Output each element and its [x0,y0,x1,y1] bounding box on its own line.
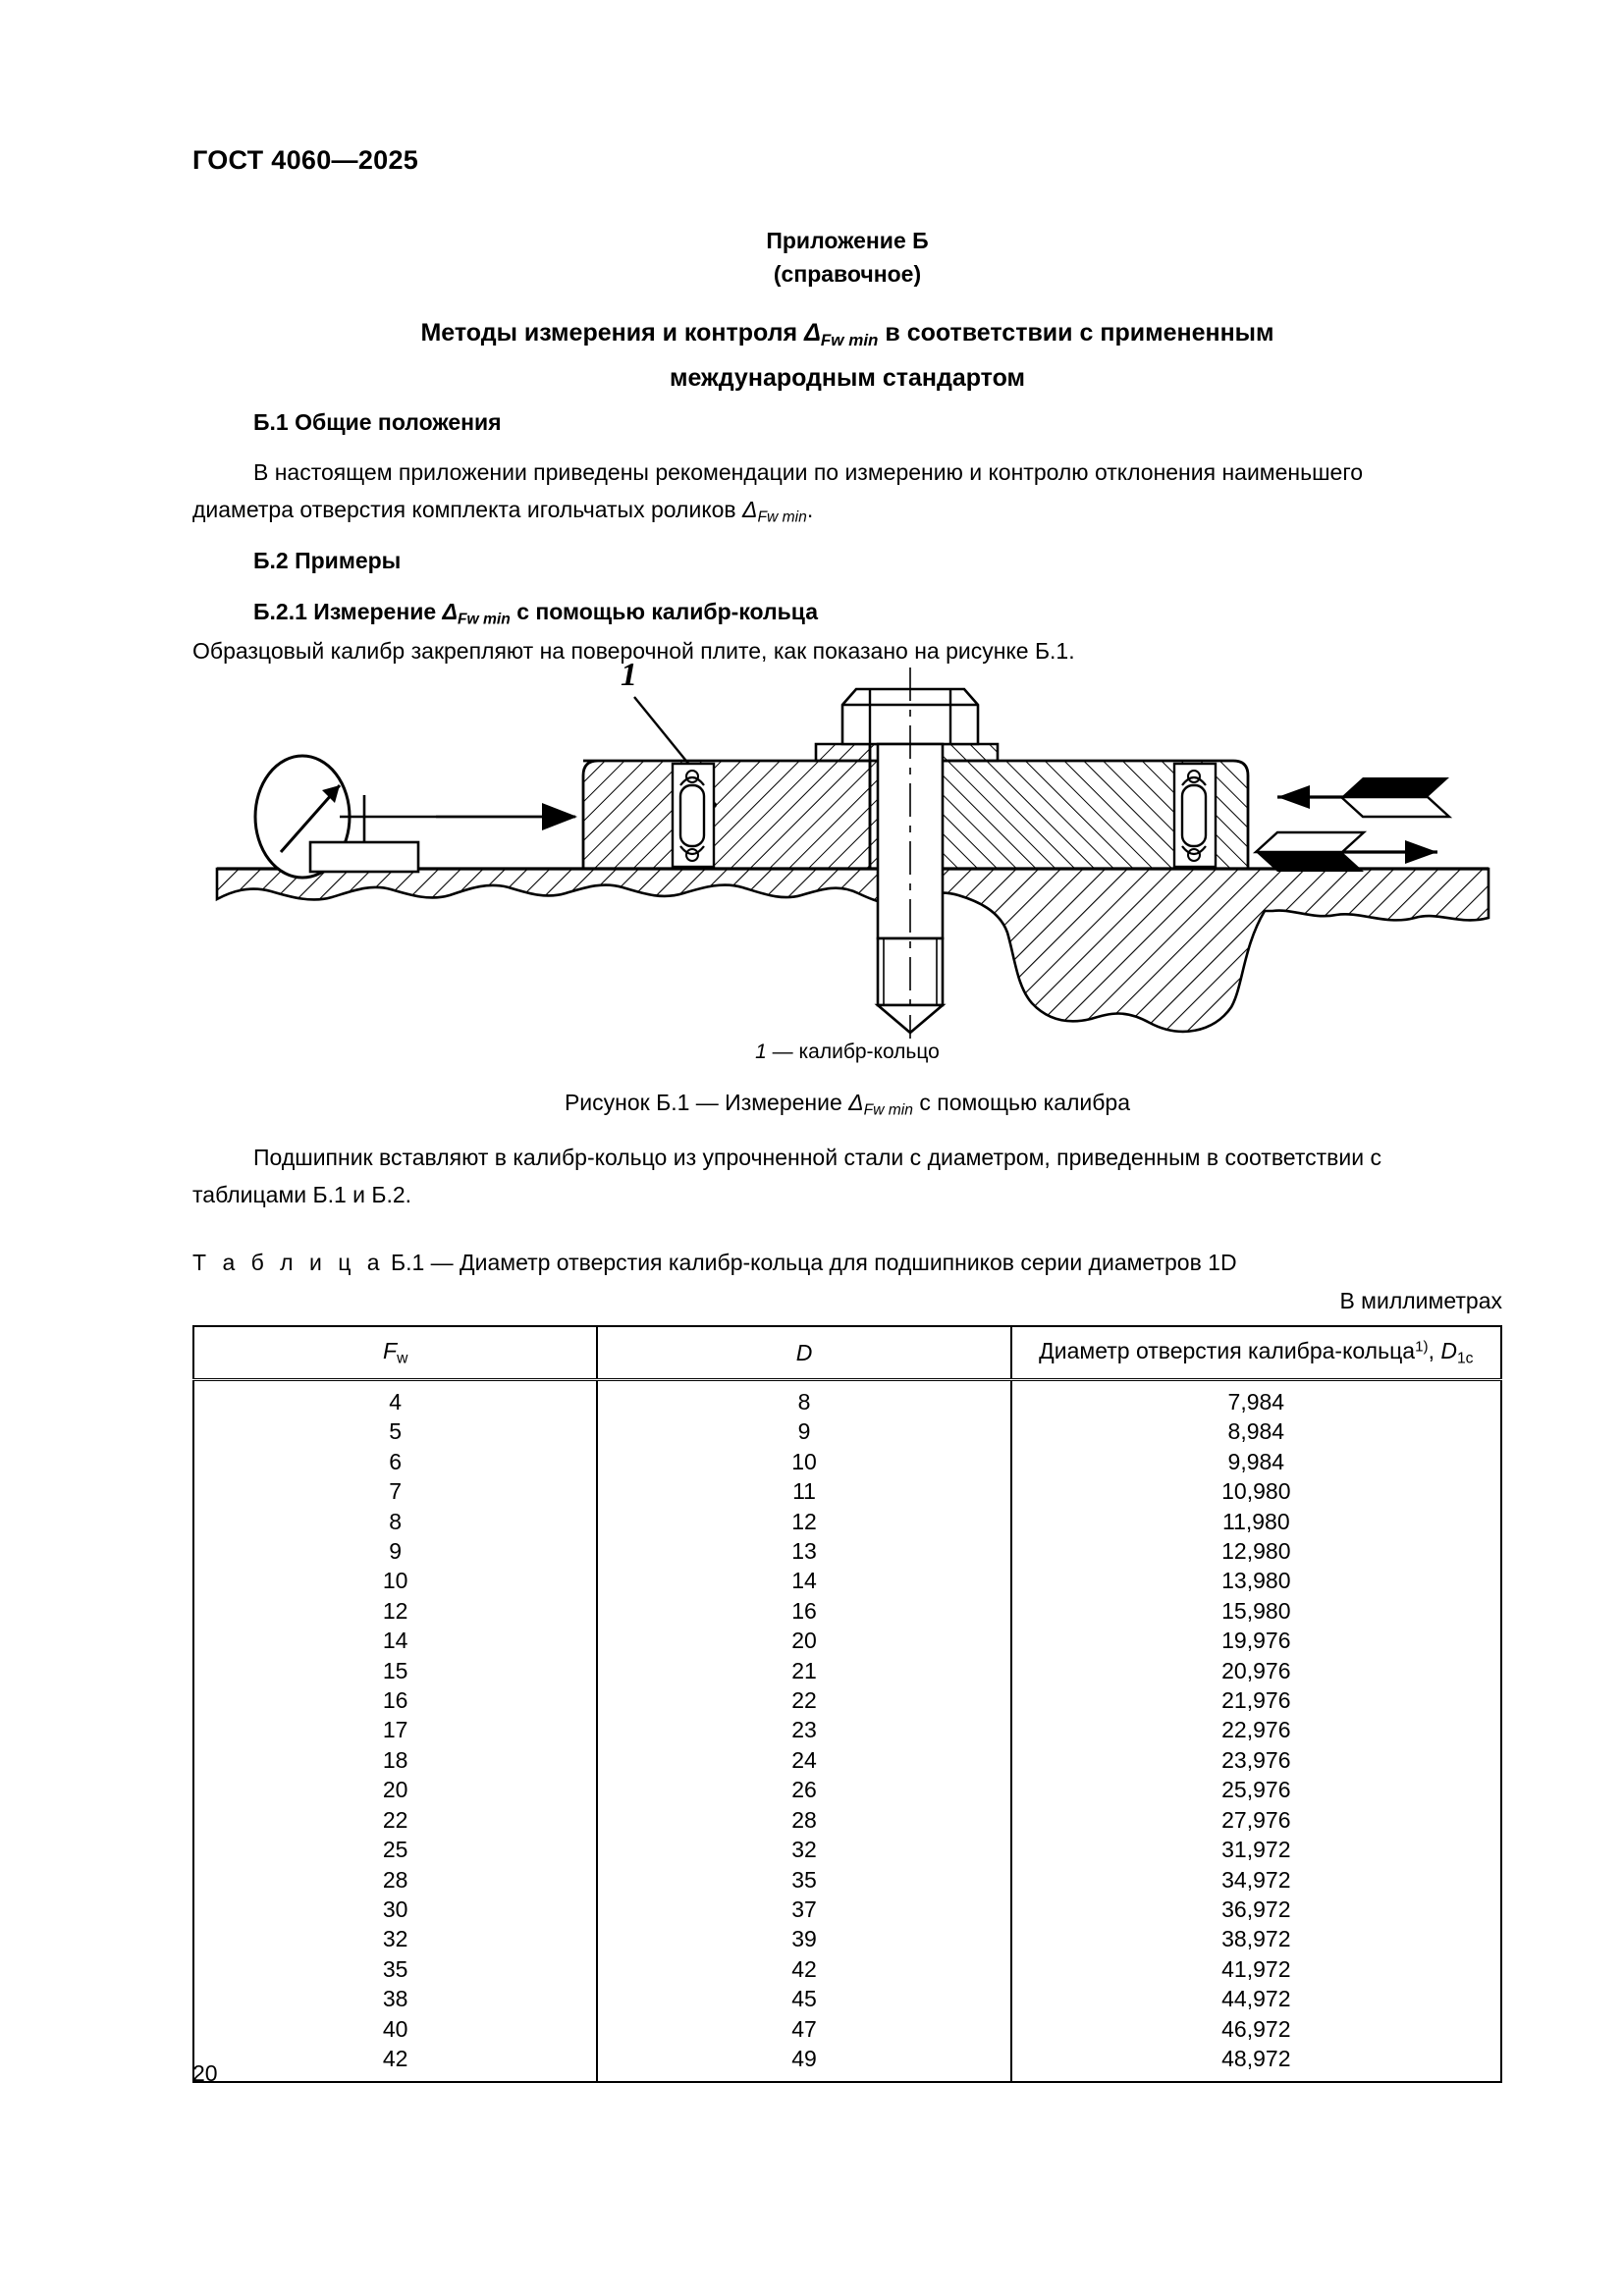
cell-fw: 10 [193,1566,597,1595]
cell-bore-diameter: 11,980 [1011,1507,1501,1536]
cell-d: 39 [597,1924,1010,1953]
delta-symbol: Δ [848,1090,864,1115]
needle-roller-left [673,764,714,867]
cell-d: 12 [597,1507,1010,1536]
bore-diameter-label: Диаметр отверстия калибра-кольца [1039,1337,1416,1363]
cell-fw: 14 [193,1626,597,1655]
table-b1-title [192,1250,1237,1276]
table-b1 [192,1325,1502,2083]
cell-bore-diameter: 25,976 [1011,1775,1501,1804]
cell-d: 42 [597,1954,1010,1984]
delta-symbol: Δ [442,599,458,624]
cell-bore-diameter: 20,976 [1011,1656,1501,1685]
table-label: Т а б л и ц а [192,1250,385,1275]
b1-paragraph-line-2: диаметра отверстия комплекта игольчатых роликов [192,497,743,522]
after-figure-line-2: таблицами Б.1 и Б.2. [192,1182,412,1207]
gauge-ring-measurement-drawing [192,648,1502,1041]
table-row [193,1507,1501,1536]
dial-indicator [255,756,577,878]
cell-bore-diameter: 48,972 [1011,2044,1501,2082]
cell-fw: 18 [193,1745,597,1775]
cell-bore-diameter: 13,980 [1011,1566,1501,1595]
cell-fw: 7 [193,1476,597,1506]
cell-d: 23 [597,1715,1010,1744]
fw-subscript: w [397,1350,408,1367]
table-row [193,1835,1501,1864]
cell-d: 47 [597,2014,1010,2044]
section-b21-paragraph: Образцовый калибр закрепляют на поверочной плите, как показано на рисунке Б.1. [192,638,1075,664]
section-b2-heading: Б.2 Примеры [253,548,402,573]
cell-d: 21 [597,1656,1010,1685]
cell-d: 22 [597,1685,1010,1715]
table-row [193,1715,1501,1744]
table-header-row [193,1326,1501,1380]
delta-subscript: Fw min [820,330,879,349]
table-row [193,1984,1501,2013]
cell-fw: 9 [193,1536,597,1566]
cell-d: 8 [597,1380,1010,1417]
cell-bore-diameter: 9,984 [1011,1447,1501,1476]
table-row [193,1685,1501,1715]
cell-fw: 16 [193,1685,597,1715]
cell-bore-diameter: 38,972 [1011,1924,1501,1953]
header-comma: , [1428,1337,1441,1363]
cell-d: 9 [597,1416,1010,1446]
cell-d: 28 [597,1805,1010,1835]
delta-subscript: Fw min [757,508,807,526]
footnote-marker: 1) [1415,1338,1429,1356]
cell-fw: 22 [193,1805,597,1835]
cell-bore-diameter: 23,976 [1011,1745,1501,1775]
cell-fw: 40 [193,2014,597,2044]
cell-d: 49 [597,2044,1010,2082]
figure-b1 [192,648,1502,1041]
cell-bore-diameter: 44,972 [1011,1984,1501,2013]
cell-bore-diameter: 41,972 [1011,1954,1501,1984]
annex-title-line-2: международным стандартом [669,363,1026,392]
column-header-bore-diameter [1011,1326,1501,1380]
legend-item-number: 1 [755,1041,767,1063]
annex-title: Приложение Б [766,228,929,253]
caption-part-1: Рисунок Б.1 — Измерение [564,1090,849,1115]
cell-fw: 20 [193,1775,597,1804]
delta-symbol: Δ [742,497,758,522]
cell-bore-diameter: 27,976 [1011,1805,1501,1835]
cell-fw: 8 [193,1507,597,1536]
cell-d: 26 [597,1775,1010,1804]
table-row [193,1380,1501,1417]
cell-d: 32 [597,1835,1010,1864]
cell-fw: 28 [193,1865,597,1895]
cell-d: 13 [597,1536,1010,1566]
table-row [193,1865,1501,1895]
cell-bore-diameter: 21,976 [1011,1685,1501,1715]
page-content [192,0,1502,2296]
cell-bore-diameter: 19,976 [1011,1626,1501,1655]
legend-item-text: калибр-кольцо [798,1041,940,1063]
cell-fw: 15 [193,1656,597,1685]
cell-bore-diameter: 36,972 [1011,1895,1501,1924]
cell-bore-diameter: 8,984 [1011,1416,1501,1446]
cell-fw: 12 [193,1596,597,1626]
b1-paragraph-line-1: В настоящем приложении приведены рекомендации по измерению и контролю отклонения наименьшего [253,459,1363,485]
fw-symbol: F [383,1337,398,1363]
d1c-subscript: 1c [1456,1350,1474,1367]
b21-heading-part-2: с помощью калибр-кольца [510,599,818,624]
table-row [193,1416,1501,1446]
table-units-note: В миллиметрах [1339,1288,1502,1313]
cell-bore-diameter: 10,980 [1011,1476,1501,1506]
page-number: 20 [192,2060,218,2086]
annex-main-title [232,314,1463,397]
table-row [193,1536,1501,1566]
table-row [193,1626,1501,1655]
cell-fw: 38 [193,1984,597,2013]
cell-fw: 4 [193,1380,597,1417]
table-row [193,1476,1501,1506]
caption-part-2: с помощью калибра [912,1090,1131,1115]
document-header: ГОСТ 4060—2025 [192,145,419,175]
table-row [193,1566,1501,1595]
annex-title-part-2: в соответствии с примененным [878,319,1274,347]
annex-subtitle: (справочное) [773,261,922,287]
table-row [193,2044,1501,2082]
after-figure-paragraph [192,1139,1502,1213]
section-b1-heading: Б.1 Общие положения [253,409,502,435]
cell-bore-diameter: 22,976 [1011,1715,1501,1744]
d-symbol: D [795,1339,813,1365]
cell-d: 37 [597,1895,1010,1924]
table-row [193,1596,1501,1626]
annex-title-part-1: Методы измерения и контроля [420,319,805,347]
cell-bore-diameter: 31,972 [1011,1835,1501,1864]
table-row [193,1745,1501,1775]
section-b1-paragraph [192,454,1502,536]
table-label-rest: Б.1 — Диаметр отверстия калибр-кольца для подшипников серии диаметров 1D [384,1250,1237,1275]
cell-bore-diameter: 34,972 [1011,1865,1501,1895]
table-row [193,1954,1501,1984]
figure-caption [192,1090,1502,1119]
cell-bore-diameter: 15,980 [1011,1596,1501,1626]
cell-d: 11 [597,1476,1010,1506]
cell-d: 24 [597,1745,1010,1775]
delta-symbol: Δ [804,319,821,347]
d1c-symbol: D [1440,1337,1457,1363]
cell-bore-diameter: 7,984 [1011,1380,1501,1417]
needle-roller-right [1174,764,1216,867]
cell-fw: 35 [193,1954,597,1984]
delta-subscript: Fw min [863,1101,913,1119]
b1-paragraph-period: . [806,497,814,522]
cell-fw: 5 [193,1416,597,1446]
cell-d: 20 [597,1626,1010,1655]
column-header-fw [193,1326,597,1380]
column-header-d [597,1326,1010,1380]
section-b21-heading [253,597,818,634]
annex-heading-block [192,224,1502,291]
cell-fw: 32 [193,1924,597,1953]
cell-fw: 17 [193,1715,597,1744]
table-row [193,2014,1501,2044]
cell-d: 45 [597,1984,1010,2013]
surface-plate [217,869,1489,1041]
cell-fw: 6 [193,1447,597,1476]
table-row [193,1924,1501,1953]
table-row [193,1895,1501,1924]
b21-heading-part-1: Б.2.1 Измерение [253,599,443,624]
figure-callout-number: 1 [621,657,637,693]
cell-fw: 42 [193,2044,597,2082]
table-row [193,1805,1501,1835]
table-row [193,1447,1501,1476]
cell-bore-diameter: 46,972 [1011,2014,1501,2044]
legend-dash: — [766,1041,799,1063]
delta-subscript: Fw min [458,611,511,628]
cell-d: 35 [597,1865,1010,1895]
motion-arrows [1256,777,1449,872]
cell-fw: 25 [193,1835,597,1864]
table-head [193,1326,1501,1380]
cell-d: 16 [597,1596,1010,1626]
cell-bore-diameter: 12,980 [1011,1536,1501,1566]
cell-fw: 30 [193,1895,597,1924]
figure-legend [192,1041,1502,1064]
after-figure-line-1: Подшипник вставляют в калибр-кольцо из упрочненной стали с диаметром, приведенным в соответствии с [253,1145,1381,1170]
table-body [193,1380,1501,2083]
cell-d: 10 [597,1447,1010,1476]
cell-d: 14 [597,1566,1010,1595]
table-row [193,1775,1501,1804]
table-row [193,1656,1501,1685]
